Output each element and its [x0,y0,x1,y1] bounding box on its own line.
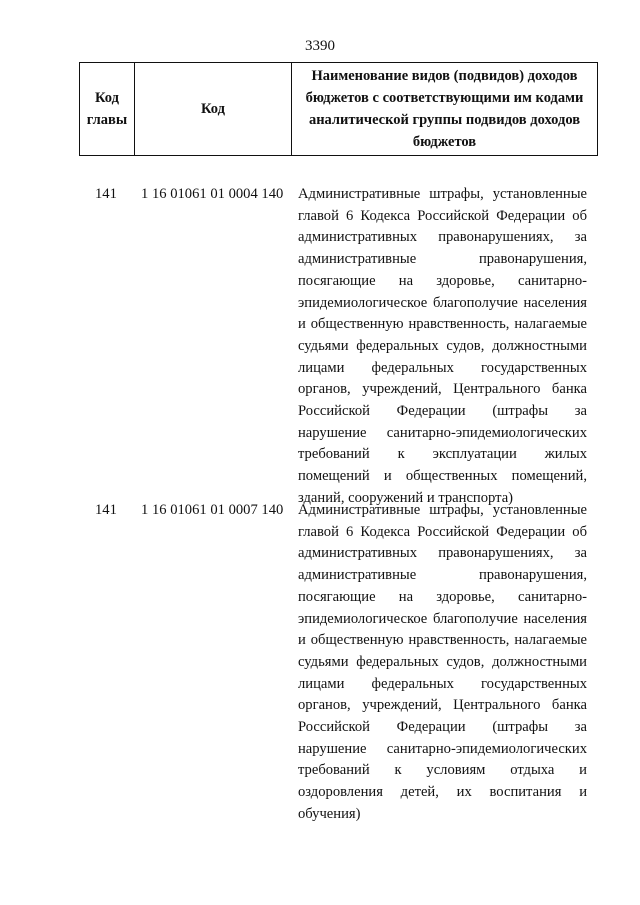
row-description: Административные штрафы, установленные главой 6 Кодекса Российской Федерации об административных правонарушениях, за административные правонарушения, посягающие на здоровье, санитарно-эпидемиологическое благополучие населения и общественную нравственность, налагаемые судьями федеральных судов, должностными лицами федеральных государственных органов, учреждений, Центрального банка Российской Федерации (штрафы за нарушение санитарно-эпидемиологических требований к эксплуатации жилых помещений и общественных помещений, зданий, сооружений и транспорта) [298,186,587,506]
row-code: 1 16 01061 01 0004 140 [141,186,284,202]
row-chapter-code: 141 [95,186,117,202]
header-name: Наименование видов (подвидов) доходов бюджетов с соответствующими им кодами аналитической группы подвидов доходов бюджетов [292,63,598,156]
header-chapter-code: Код главы [80,63,135,156]
row-code: 1 16 01061 01 0007 140 [141,502,284,518]
row-description: Административные штрафы, установленные главой 6 Кодекса Российской Федерации об административных правонарушениях, за административные правонарушения, посягающие на здоровье, санитарно-эпидемиологическое благополучие населения и общественную нравственность, налагаемые судьями федеральных судов, должностными лицами федеральных государственных органов, учреждений, Центрального банка Российской Федерации (штрафы за нарушение санитарно-эпидемиологических требований к условиям отдыха и оздоровления детей, их воспитания и обучения) [298,502,587,822]
header-code: Код [135,63,292,156]
table-header [79,62,598,156]
row-chapter-code: 141 [95,502,117,518]
page-number: 3390 [305,38,335,54]
